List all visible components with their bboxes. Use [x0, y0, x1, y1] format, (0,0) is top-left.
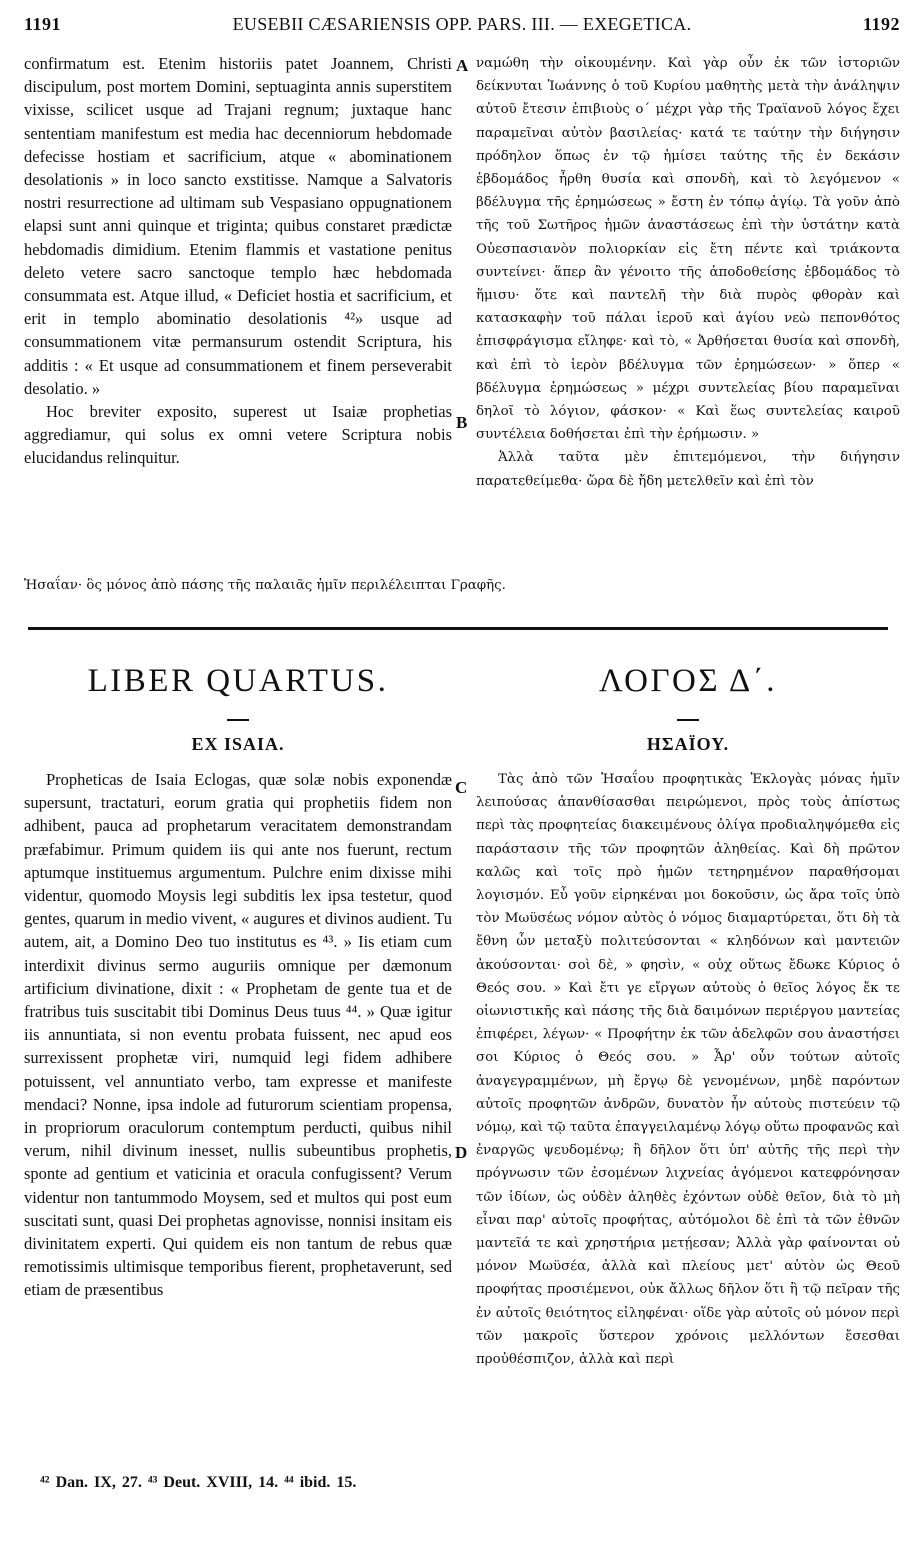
page-number-right: 1192 — [862, 14, 900, 34]
latin-paragraph: Hoc breviter exposito, superest ut Isaiæ prophetias aggrediamur, qui solus ex omni vetere Scriptura nobis elucidandus relinquitur. — [24, 402, 452, 468]
greek-book-title: ΛΟΓΟΣ Δ΄. — [599, 663, 777, 699]
greek-column-top — [476, 52, 900, 572]
latin-paragraph: Propheticas de Isaia Eclogas, quæ solæ nobis exponendæ supersunt, tractaturi, eorum gratia qui prophetiis fidem non adhibent, pauca ad prophetarum veracitatem demonstrandam præfabimur. Primum quidem iis qui ante nos fuerunt, rectum aptumque instituemus argumentum. Pulchre enim dixisse mihi videntur, quomodo Moysis legi subditis lex ipsa testetur, quod gentes, quarum in medio vivent, « augures et divinos audient. Tu autem, ait, a Domino Deo tuo institutus es ⁴³. » Iis etiam cum interdixit divinus sermo auguriis omnique per dæmonum artificium divinatione, dixit : « Prophetam de gente tua et de fratribus tuis suscitabit tibi Dominus Deus tuus ⁴⁴. » Quæ igitur iis annuntiata, si non eventu probata fuissent, nec apud eos surrexissent prophetæ viri, numquid legi fidem adhibere potuissent, vel annuntiato verbo, tam expresse et manifeste mendaci? Nonne, ipsa indole ad futurorum scientiam propensa, in propriorum oraculorum contemptum perducti, quibus nihil verum, nihil divinum inesset, nullis subeuntibus prophetis, sponte ad gentium et vaticinia et oracula confugissent? Verum videntur non tantummodo Moysem, sed et multos qui post eum suscitati sunt, quasi Dei prophetas agnovisse, nonnisi insitam eis divinitatem experti. Qui quidem eis non tantum de rebus quæ remotissimis ultimisque temporibus fierent, prophetaverunt, sed etiam de præsentibus — [24, 770, 452, 1300]
greek-book-subtitle: ΗΣΑΪΟΥ. — [646, 734, 730, 754]
latin-column-bottom — [24, 768, 452, 1462]
greek-paragraph: Τὰς ἀπὸ τῶν Ἡσαΐου προφητικὰς Ἐκλογὰς μόνας ἡμῖν λειπούσας ἀπανθίσασθαι πειρώμενοι, πρὸς τοὺς ἀπίστως περὶ τὰς προφητείας διακειμένους ὀλίγα προδιαληψόμεθα εἰς παράστασιν τῆς τῶν προφητῶν ἀληθείας. Καὶ δὴ πρῶτον καλῶς καὶ τοῖς πρὸ ἡμῶν τετηρημένον παραθήσομαι λογισμόν. Εὖ γοῦν εἰρηκέναι μοι δοκοῦσιν, ὡς ἄρα τοῖς ὑπὸ τὸν Μωϋσέως νόμον αὐτὸς ὁ νόμος διαμαρτύρεται, ὅτι δὴ τὰ ἔθνη ὧν μεταξὺ πολιτεύσονται « κληδόνων καὶ μαντειῶν ἀκούσονται· σοὶ δὲ, » φησὶν, « οὐχ οὕτως ἔδωκε Κύριος ὁ Θεός σου. » Καὶ ἔτι γε εἴργων αὐτοὺς ὁ θεῖος λόγος ἔκ τε οἰωνιστικῆς καὶ πάσης τῆς διὰ δαιμόνων περιέργου μαντείας ἐπιφέρει, λέγων· « Προφήτην ἐκ τῶν ἀδελφῶν σου ἀναστήσει σοι Κύριος ὁ Θεός σου. » Ἆρ' οὖν τούτων αὐτοῖς ἀναγεγραμμένων, μὴ ἔργῳ δὲ γενομένων, μηδὲ παρόντων αὐτοῖς προφητῶν ἀνδρῶν, δυνατὸν ἦν αὐτοὺς πιστεύειν τῷ νόμῳ, καὶ τῷ ταῦτα ἐπαγγειλαμένῳ λόγῳ οὕτω προφανῶς καὶ ἐναργῶς ψευδομένῳ; ἢ δῆλον ὅτι ὑπ' αὐτῆς τῆς περὶ τὴν πρόγνωσιν τῶν ἐσομένων λιχνείας ἀγόμενοι κατεφρόνησαν τῶν ἰδίων, ὡς οὐδὲν ἀληθὲς ἐχόντων οὐδὲ θεῖον, διὰ τὸ μὴ εἶναι παρ' αὐτοῖς προφήτας, αὐτόμολοι δὲ ἐπὶ τὰ τῶν ἐθνῶν μαντεῖά τε καὶ χρηστήρια μετῄεσαν; Ἀλλὰ γὰρ φαίνονται οὐ μόνον Μωϋσέα, ἀλλὰ καὶ πλείους μετ' αὐτὸν ὡς Θεοῦ προφήτας προσιέμενοι, οὐκ ἄλλως δῆλον ὅτι ἢ τῷ πεῖραν τῆς ἐν αὐτοῖς θειότητος εἰληφέναι· οἵδε γὰρ αὐτοῖς οὐ μόνον περὶ τῶν μακροῖς ὕστερον χρόνοις μελλόντων ἔσεσθαι προὐθέσπιζον, ἀλλὰ καὶ περὶ — [476, 772, 900, 1368]
margin-marker: D — [455, 1143, 468, 1162]
page-number-left: 1191 — [24, 14, 62, 34]
greek-fullwidth-line: Ἡσαΐαν· ὃς μόνος ἀπὸ πάσης τῆς παλαιᾶς ἡμῖν περιλέλειπται Γραφῆς. — [24, 578, 506, 593]
margin-marker: C — [455, 778, 468, 797]
title-dash — [677, 719, 699, 721]
latin-paragraph: confirmatum est. Etenim historiis patet Joannem, Christi discipulum, post mortem Domini, septuaginta annis superstitem vixisse, scilicet usque ad Trajani regnum; juxtaque hanc sententiam manifestum est media hac decenniorum hebdomade defecisse hostiam et sacrificium, atque « abominationem desolationis » in loco sancto exstitisse. Namque a Salvatoris nostri resurrectione ad ultimam sub Vespasiano oppugnationem elapsi sunt anni quinque et triginta; quibus constaret prædictæ hebdomadis dimidium. Etenim flammis et vastatione penitus deleto vetere sacro sanctoque templo hæc hebdomada consummata est. Atque illud, « Deficiet hostia et sacrificium, et erit in templo abominatio desolationis ⁴²» usque ad consummationem vitæ permansurum ostendit Scriptura, his additis : « Et usque ad consummationem et finem perseverabit desolatio. » — [24, 54, 452, 398]
margin-marker: A — [456, 56, 469, 75]
latin-column-top — [24, 52, 452, 572]
section-divider — [28, 627, 888, 630]
running-title: EUSEBII CÆSARIENSIS OPP. PARS. III. — EXEGETICA. — [232, 14, 692, 34]
greek-paragraph: ναμώθη τὴν οἰκουμένην. Καὶ γὰρ οὖν ἐκ τῶν ἱστοριῶν δείκνυται Ἰωάννης ὁ τοῦ Κυρίου μαθητὴς μετὰ τὴν ἀνάληψιν αὐτοῦ ἔτεσιν ἐπιβιοὺς ο΄ μέχρι γὰρ τῆς Τραϊανοῦ λόγος ἔχει παραμεῖναι αὐτὸν βασιλείας· κατά τε ταύτην τὴν διήγησιν πρόδηλον ὅπως ἐν τῷ ἡμίσει ταύτης τῆς ἐν δεκάσιν ἑβδομάδος ἦρθη θυσία καὶ σπονδὴ, καὶ τὸ λεγόμενον « βδέλυγμα τῆς ἐρημώσεως » ἔστη ἐν τόπῳ ἁγίῳ. Τὰ γοῦν ἀπὸ τῆς τοῦ Σωτῆρος ἡμῶν ἀναστάσεως ἐπὶ τὴν ὑστάτην κατὰ Οὐεσπασιανὸν πολιορκίαν εἰς ἔτη πέντε καὶ τριάκοντα συντείνει· ἅπερ ἂν γένοιτο τῆς ἀποδοθείσης ἑβδομάδος τὸ ἥμισυ· ὅτε καὶ παντελῆ τὴν διὰ πυρὸς φθορὰν καὶ κατασκαφὴν τοῦ πάλαι ἱεροῦ καὶ ἁγίου νεὼ πεπονθότος ἐπισφράγισμα εἴληφε· καὶ τὸ, « Ἀρθήσεται θυσία καὶ σπονδὴ, καὶ ἐπὶ τὸ ἱερὸν βδέλυγμα τῶν ἐρημώσεων· » ὅπερ « βδέλυγμα ἐρημώσεως » μέχρι συντελείας βίου παραμεῖναι δηλοῖ τὸ λόγιον, φάσκον· « Καὶ ἕως συντελείας καιροῦ συντέλεια δοθήσεται ἐπὶ τὴν ἐρήμωσιν. » — [476, 56, 900, 443]
footnotes: ⁴² Dan. IX, 27. ⁴³ Deut. XVIII, 14. ⁴⁴ ibid. 15. — [40, 1474, 357, 1491]
title-dash — [227, 719, 249, 721]
greek-column-bottom — [476, 768, 900, 1462]
greek-paragraph: Ἀλλὰ ταῦτα μὲν ἐπιτεμόμενοι, τὴν διήγησιν παρατεθείμεθα· ὥρα δὲ ἤδη μετελθεῖν καὶ ἐπὶ τὸν — [476, 450, 900, 489]
page-header — [24, 14, 900, 40]
latin-book-title: LIBER QUARTUS. — [87, 663, 389, 699]
margin-marker: B — [456, 413, 468, 432]
latin-book-subtitle: EX ISAIA. — [191, 734, 285, 754]
